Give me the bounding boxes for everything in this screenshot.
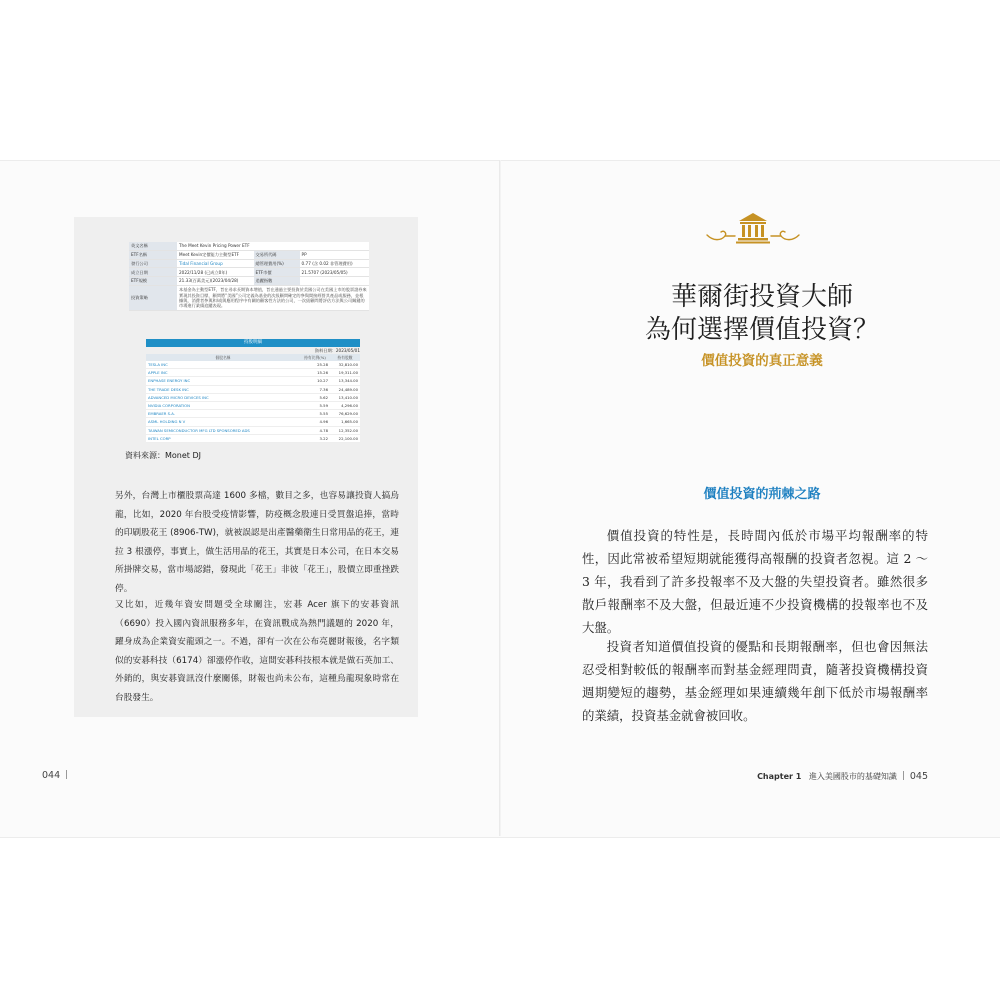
- holding-name: ADVANCED MICRO DEVICES INC: [146, 393, 300, 401]
- table-row: [146, 418, 360, 426]
- table-row: [129, 259, 369, 268]
- holding-name: EMBRAER S.A.: [146, 410, 300, 418]
- table-cell: Meet Kevin定價能力主動型ETF: [177, 250, 254, 259]
- page-subtitle: 價值投資的真正意義: [701, 353, 823, 369]
- holding-name: ENPHASE ENERGY INC: [146, 377, 300, 385]
- holding-weight: 5.55: [300, 410, 330, 418]
- table-cell: ETF名稱: [129, 250, 177, 259]
- table-row: [146, 410, 360, 418]
- table-cell: 追蹤指數: [254, 277, 300, 286]
- table-cell: 交易所代碼: [254, 250, 300, 259]
- table-row: [146, 377, 360, 385]
- table-header-row: [146, 354, 360, 361]
- holding-weight: 5.59: [300, 402, 330, 410]
- table-cell: 發行公司: [129, 259, 177, 268]
- holding-weight: 7.36: [300, 385, 330, 393]
- holding-name: TAIWAN SEMICONDUCTOR MFG LTD SPONSORED ADS: [146, 426, 300, 434]
- holding-name: APPLE INC: [146, 369, 300, 377]
- classical-building-icon: [705, 211, 801, 245]
- table-cell: ETF市價: [254, 268, 300, 277]
- table-cell: 成立日期: [129, 268, 177, 277]
- table-cell: 本基金為主動型ETF，旨在尋求長期資本增值，旨在通過主要投資於美國公司在美國上市的股票證券來實現其投資目標，顧問將“美國”公司定義為基金的次級顧問確定的參與間接經營其產品或服務，並根據與，消費者參與和/或與應用程序中有關的顧客性方法的公司，一次級顧問將評估方法與公司關鍵的市場進行業績追蹤表現。: [177, 285, 369, 310]
- page-title: [600, 281, 924, 347]
- holding-shares: 32,810.00: [330, 361, 360, 369]
- table-row: [146, 385, 360, 393]
- table-row: [146, 434, 360, 442]
- chapter-title: 進入美國股市的基礎知識: [808, 772, 897, 781]
- table-cell: Tidal Financial Group: [177, 259, 254, 268]
- holding-shares: 1,665.00: [330, 418, 360, 426]
- title-line: 為何選擇價值投資？: [644, 315, 879, 345]
- table-cell: 投資策略: [129, 285, 177, 310]
- holding-name: ASML HOLDING N V: [146, 418, 300, 426]
- body-paragraph: 價值投資的特性是，長時間內低於市場平均報酬率的特性，因此常被希望短期就能獲得高報酬的投資者忽視。這 2 ～ 3 年，我看到了許多投報率不及大盤的失望投資者。雖然很多散戶報酬率不及大盤，但最近連不少投資機構的投報率也不及大盤。: [582, 528, 928, 635]
- holding-shares: 13,344.00: [330, 377, 360, 385]
- table-row: [129, 268, 369, 277]
- title-line: 華爾街投資大師: [670, 282, 853, 312]
- holding-weight: 15.26: [300, 369, 330, 377]
- holdings-table: [146, 354, 360, 443]
- table-cell: PP: [300, 250, 369, 259]
- running-footer: [757, 771, 928, 782]
- table-row: [146, 361, 360, 369]
- table-cell: 21.33(百萬美元)(2023/04/28): [177, 277, 254, 286]
- divider: [903, 771, 904, 780]
- table-cell: 0.77 (含 0.02 非管理費用): [300, 259, 369, 268]
- holdings-title: 持股明細: [146, 339, 360, 347]
- table-cell: ETF規模: [129, 277, 177, 286]
- book-gutter: [499, 160, 501, 836]
- column-header: 持有股數: [330, 354, 360, 361]
- holding-name: NVIDIA CORPORATION: [146, 402, 300, 410]
- holding-weight: 10.27: [300, 377, 330, 385]
- holdings-date: 資料日期：2023/05/01: [314, 348, 360, 353]
- page-number: 044: [42, 770, 61, 781]
- holding-shares: 4,296.00: [330, 402, 360, 410]
- holding-weight: 5.62: [300, 393, 330, 401]
- table-row: [146, 402, 360, 410]
- body-paragraph: 又比如，近幾年資安問題受全球關注，宏碁 Acer 旗下的安碁資訊（6690）投入國內資訊服務多年，在資訊戰成為熱門議題的 2020 年，躍身成為企業資安龍頭之一。不過，卻有一次在公布亮麗財報後，名字類似的安碁科技（6174）卻漲停作收，這間安碁科技根本就是做石英加工、外銷的，與安碁資訊沒什麼關係，財報也尚未公布，這種烏龍現象時常在台股發生。: [115, 600, 399, 703]
- column-header: 持有比例(%): [300, 354, 330, 361]
- section-heading: 價值投資的荊棘之路: [703, 487, 821, 502]
- holding-weight: 25.28: [300, 361, 330, 369]
- holding-shares: 13,410.00: [330, 393, 360, 401]
- table-cell: 21.5707 (2023/05/05): [300, 268, 369, 277]
- divider: [66, 770, 67, 779]
- page-number-left: [42, 770, 73, 781]
- page-number: 045: [909, 771, 928, 782]
- etf-info-table: [129, 242, 369, 311]
- holdings-table-block: [146, 339, 360, 443]
- table-cell: 2022/11/28 (已成立0年): [177, 268, 254, 277]
- table-row: [129, 277, 369, 286]
- body-paragraph: 投資者知道價值投資的優點和長期報酬率，但也會因無法忍受相對較低的報酬率而對基金經理問責，隨著投資機構投資週期變短的趨勢，基金經理如果連續幾年創下低於市場報酬率的業績，投資基金就會被回收。: [582, 639, 928, 723]
- holding-name: THE TRADE DESK INC: [146, 385, 300, 393]
- table-row: [146, 393, 360, 401]
- table-row: [129, 285, 369, 310]
- holding-shares: 24,489.00: [330, 385, 360, 393]
- holding-shares: 76,629.00: [330, 410, 360, 418]
- holding-shares: 12,352.00: [330, 426, 360, 434]
- holding-weight: 4.96: [300, 418, 330, 426]
- table-cell: 總管理費用(%): [254, 259, 300, 268]
- holding-shares: 22,100.00: [330, 434, 360, 442]
- holding-weight: 3.22: [300, 434, 330, 442]
- table-row: [146, 426, 360, 434]
- column-header: 個股名稱: [146, 354, 300, 361]
- holding-weight: 4.78: [300, 426, 330, 434]
- table-row: [129, 250, 369, 259]
- table-cell: The Meet Kevin Pricing Power ETF: [177, 242, 369, 250]
- table-row: [146, 369, 360, 377]
- holding-name: INTEL CORP: [146, 434, 300, 442]
- holding-shares: 19,311.00: [330, 369, 360, 377]
- source-caption: 資料來源：Monet DJ: [125, 451, 201, 460]
- table-cell: [300, 277, 369, 286]
- body-paragraph: 另外，台灣上市櫃股票高達 1600 多檔，數目之多，也容易讓投資人搞烏龍，比如，2020 年台股受疫情影響，防疫概念股連日受買盤追捧，當時的印刷股花王 (8906-TW)，就被誤認是出產醫藥衛生日常用品的花王，連拉 3 根漲停，事實上，做生活用品的花王，其實是日本公司，在日本交易所掛牌交易，當市場認錯，發現此「花王」非彼「花王」，股價立即重挫跌停。: [115, 491, 399, 594]
- table-cell: 英文名稱: [129, 242, 177, 250]
- chapter-label: Chapter 1: [757, 772, 802, 781]
- table-row: [129, 242, 369, 250]
- holding-name: TESLA INC: [146, 361, 300, 369]
